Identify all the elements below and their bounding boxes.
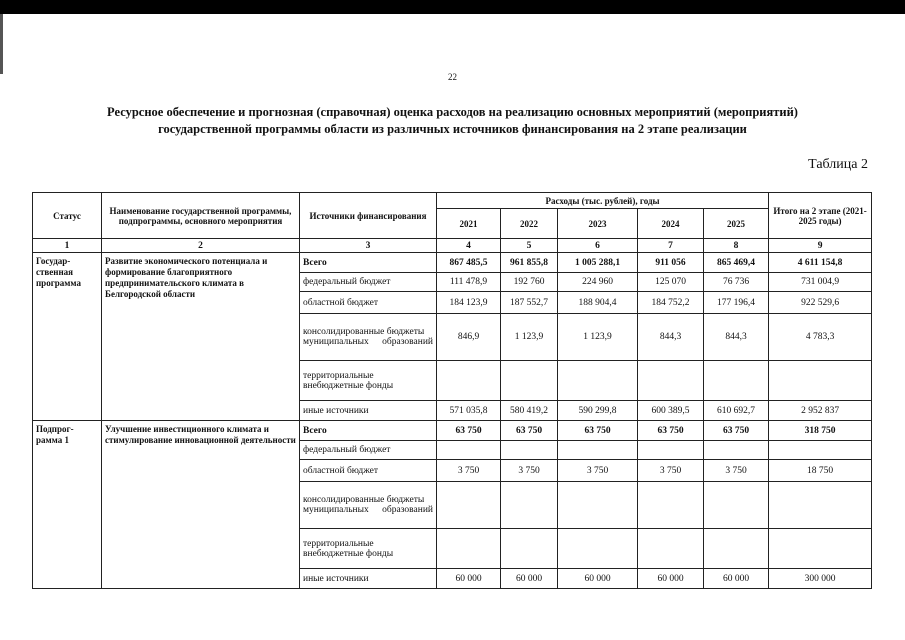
year-value-cell: 3 750 — [638, 460, 704, 482]
table-label: Таблица 2 — [808, 157, 868, 172]
header-sources: Источники финансирования — [300, 193, 437, 239]
year-value-cell: 3 750 — [704, 460, 769, 482]
year-value-cell — [437, 529, 501, 569]
column-index: 5 — [501, 239, 558, 253]
year-value-cell — [638, 441, 704, 460]
scan-top-border — [0, 0, 905, 14]
year-value-cell: 844,3 — [638, 314, 704, 361]
source-cell: иные источники — [300, 569, 437, 589]
year-value-cell — [558, 441, 638, 460]
column-index: 7 — [638, 239, 704, 253]
column-index: 4 — [437, 239, 501, 253]
year-value-cell: 846,9 — [437, 314, 501, 361]
year-value-cell: 1 123,9 — [501, 314, 558, 361]
column-index-row — [33, 239, 872, 253]
year-value-cell: 184 123,9 — [437, 292, 501, 314]
year-value-cell — [704, 441, 769, 460]
year-value-cell: 3 750 — [501, 460, 558, 482]
title-line-2: государственной программы области из различных источников финансирования на 2 этапе реализации — [158, 122, 747, 136]
header-year: 2022 — [501, 209, 558, 239]
program-name-cell: Улучшение инвестиционного климата и стимулирование инновационной деятельности — [102, 421, 300, 589]
year-value-cell: 961 855,8 — [501, 253, 558, 273]
total-value-cell: 18 750 — [769, 460, 872, 482]
source-cell: иные источники — [300, 401, 437, 421]
header-year: 2023 — [558, 209, 638, 239]
column-index: 3 — [300, 239, 437, 253]
source-cell: Всего — [300, 421, 437, 441]
year-value-cell: 590 299,8 — [558, 401, 638, 421]
year-value-cell: 187 552,7 — [501, 292, 558, 314]
year-value-cell — [638, 361, 704, 401]
header-year: 2021 — [437, 209, 501, 239]
header-expenses: Расходы (тыс. рублей), годы — [437, 193, 769, 209]
year-value-cell — [437, 441, 501, 460]
year-value-cell: 125 070 — [638, 273, 704, 292]
header-year: 2024 — [638, 209, 704, 239]
year-value-cell — [501, 441, 558, 460]
year-value-cell — [558, 361, 638, 401]
year-value-cell: 60 000 — [704, 569, 769, 589]
total-value-cell — [769, 441, 872, 460]
header-year: 2025 — [704, 209, 769, 239]
table-row — [33, 253, 872, 273]
year-value-cell: 63 750 — [437, 421, 501, 441]
total-value-cell: 731 004,9 — [769, 273, 872, 292]
program-name-cell: Развитие экономического потенциала и формирование благоприятного предпринимательского климата в Белгородской области — [102, 253, 300, 421]
header-total: Итого на 2 этапе (2021-2025 годы) — [769, 193, 872, 239]
source-cell: Всего — [300, 253, 437, 273]
source-cell: областной бюджет — [300, 460, 437, 482]
year-value-cell — [558, 529, 638, 569]
year-value-cell: 111 478,9 — [437, 273, 501, 292]
total-value-cell — [769, 361, 872, 401]
total-value-cell — [769, 529, 872, 569]
year-value-cell: 3 750 — [558, 460, 638, 482]
total-value-cell: 2 952 837 — [769, 401, 872, 421]
header-name: Наименование государственной программы, подпрограммы, основного мероприятия — [102, 193, 300, 239]
source-cell: консолидированные бюджеты муниципальных образований — [300, 482, 437, 529]
year-value-cell: 844,3 — [704, 314, 769, 361]
source-cell: территориальные внебюджетные фонды — [300, 361, 437, 401]
source-cell: областной бюджет — [300, 292, 437, 314]
year-value-cell — [558, 482, 638, 529]
year-value-cell: 60 000 — [638, 569, 704, 589]
year-value-cell — [501, 361, 558, 401]
budget-table — [32, 192, 872, 589]
table-body — [33, 253, 872, 589]
year-value-cell — [704, 529, 769, 569]
status-cell: Государ-ственная программа — [33, 253, 102, 421]
year-value-cell: 224 960 — [558, 273, 638, 292]
total-value-cell: 300 000 — [769, 569, 872, 589]
status-cell: Подпрог-рамма 1 — [33, 421, 102, 589]
year-value-cell: 60 000 — [437, 569, 501, 589]
year-value-cell: 76 736 — [704, 273, 769, 292]
year-value-cell — [638, 529, 704, 569]
header-status: Статус — [33, 193, 102, 239]
year-value-cell: 63 750 — [558, 421, 638, 441]
source-cell: консолидированные бюджеты муниципальных образований — [300, 314, 437, 361]
year-value-cell: 177 196,4 — [704, 292, 769, 314]
year-value-cell: 580 419,2 — [501, 401, 558, 421]
source-cell: федеральный бюджет — [300, 441, 437, 460]
year-value-cell: 865 469,4 — [704, 253, 769, 273]
year-value-cell: 192 760 — [501, 273, 558, 292]
year-value-cell: 60 000 — [558, 569, 638, 589]
column-index: 1 — [33, 239, 102, 253]
table-row — [33, 421, 872, 441]
year-value-cell: 63 750 — [638, 421, 704, 441]
source-cell: федеральный бюджет — [300, 273, 437, 292]
year-value-cell: 3 750 — [437, 460, 501, 482]
year-value-cell: 1 005 288,1 — [558, 253, 638, 273]
column-index: 6 — [558, 239, 638, 253]
total-value-cell: 922 529,6 — [769, 292, 872, 314]
total-value-cell: 318 750 — [769, 421, 872, 441]
year-value-cell — [638, 482, 704, 529]
year-value-cell: 911 056 — [638, 253, 704, 273]
scan-left-edge — [0, 14, 3, 74]
year-value-cell: 600 389,5 — [638, 401, 704, 421]
year-value-cell — [501, 529, 558, 569]
year-value-cell: 184 752,2 — [638, 292, 704, 314]
year-value-cell: 571 035,8 — [437, 401, 501, 421]
source-cell: территориальные внебюджетные фонды — [300, 529, 437, 569]
total-value-cell: 4 611 154,8 — [769, 253, 872, 273]
total-value-cell — [769, 482, 872, 529]
year-value-cell: 63 750 — [704, 421, 769, 441]
title-line-1: Ресурсное обеспечение и прогнозная (справочная) оценка расходов на реализацию основных мероприятий (мероприятий) — [107, 105, 798, 119]
page-number: 22 — [448, 72, 457, 82]
year-value-cell — [704, 482, 769, 529]
year-value-cell: 63 750 — [501, 421, 558, 441]
year-value-cell: 188 904,4 — [558, 292, 638, 314]
column-index: 8 — [704, 239, 769, 253]
year-value-cell — [437, 482, 501, 529]
year-value-cell — [704, 361, 769, 401]
year-value-cell: 60 000 — [501, 569, 558, 589]
column-index: 2 — [102, 239, 300, 253]
year-value-cell: 1 123,9 — [558, 314, 638, 361]
year-value-cell: 610 692,7 — [704, 401, 769, 421]
document-title — [40, 104, 865, 138]
year-value-cell — [437, 361, 501, 401]
column-index: 9 — [769, 239, 872, 253]
year-value-cell: 867 485,5 — [437, 253, 501, 273]
total-value-cell: 4 783,3 — [769, 314, 872, 361]
year-value-cell — [501, 482, 558, 529]
